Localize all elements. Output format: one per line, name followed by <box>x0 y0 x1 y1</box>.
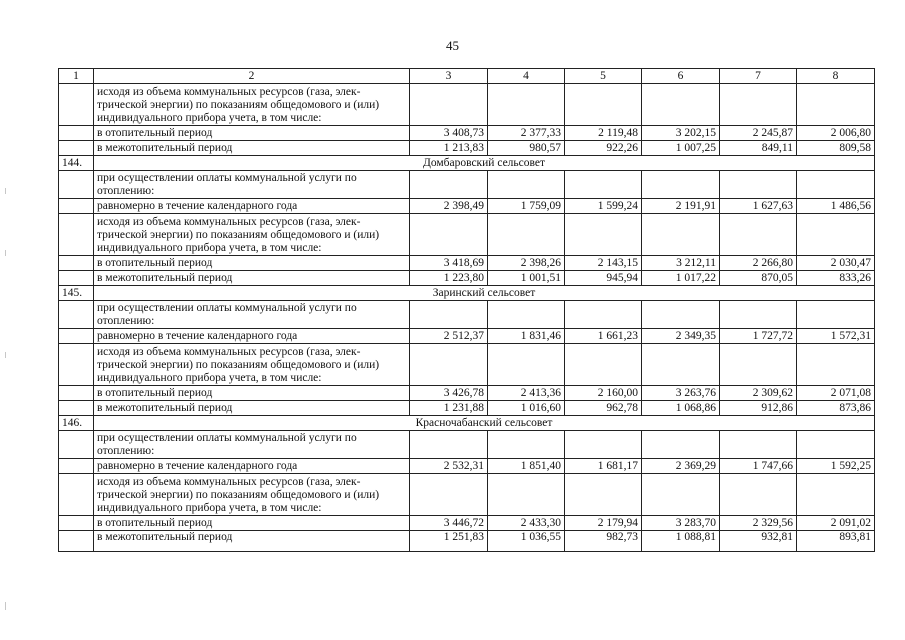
row-description: в отопительный период <box>94 516 410 531</box>
value-cell: 912,86 <box>720 401 797 416</box>
row-number-cell <box>59 431 94 459</box>
value-cell: 2 413,36 <box>488 386 565 401</box>
value-cell <box>720 431 797 459</box>
row-number-cell <box>59 141 94 156</box>
value-cell: 2 071,08 <box>797 386 875 401</box>
section-name: Заринский сельсовет <box>94 286 875 301</box>
row-description: в отопительный период <box>94 256 410 271</box>
value-cell: 1 851,40 <box>488 459 565 474</box>
header-cell: 6 <box>642 69 720 84</box>
value-cell: 2 245,87 <box>720 126 797 141</box>
value-cell <box>797 431 875 459</box>
value-cell <box>642 474 720 516</box>
value-cell: 2 030,47 <box>797 256 875 271</box>
value-cell: 2 191,91 <box>642 199 720 214</box>
value-cell: 2 398,49 <box>410 199 488 214</box>
margin-mark <box>5 250 6 256</box>
value-cell <box>488 171 565 199</box>
data-row <box>59 141 875 156</box>
value-cell <box>410 214 488 256</box>
section-name: Домбаровский сельсовет <box>94 156 875 171</box>
row-number-cell <box>59 459 94 474</box>
row-number-cell <box>59 401 94 416</box>
value-cell <box>720 214 797 256</box>
value-cell <box>410 431 488 459</box>
row-number-cell <box>59 329 94 344</box>
value-cell <box>720 344 797 386</box>
row-number-cell <box>59 171 94 199</box>
value-cell: 932,81 <box>720 531 797 552</box>
data-row <box>59 386 875 401</box>
value-cell: 1 231,88 <box>410 401 488 416</box>
value-cell: 2 179,94 <box>565 516 642 531</box>
row-number-cell <box>59 126 94 141</box>
value-cell: 3 283,70 <box>642 516 720 531</box>
value-cell: 809,58 <box>797 141 875 156</box>
data-row <box>59 329 875 344</box>
value-cell <box>642 301 720 329</box>
value-cell <box>410 344 488 386</box>
value-cell: 1 486,56 <box>797 199 875 214</box>
row-number-cell <box>59 531 94 552</box>
value-cell <box>720 301 797 329</box>
value-cell <box>565 431 642 459</box>
row-description: в межотопительный период <box>94 401 410 416</box>
description-row <box>59 84 875 126</box>
value-cell: 833,26 <box>797 271 875 286</box>
description-row <box>59 431 875 459</box>
margin-mark <box>5 352 6 358</box>
value-cell: 2 433,30 <box>488 516 565 531</box>
value-cell: 1 747,66 <box>720 459 797 474</box>
row-description: исходя из объема коммунальных ресурсов (газа, элек-трической энергии) по показаниям общедомового и (или) индивидуального прибора учета, в том числе: <box>94 474 410 516</box>
value-cell <box>797 301 875 329</box>
section-row <box>59 156 875 171</box>
value-cell <box>488 431 565 459</box>
value-cell: 2 398,26 <box>488 256 565 271</box>
value-cell: 1 627,63 <box>720 199 797 214</box>
row-description: в межотопительный период <box>94 141 410 156</box>
value-cell: 982,73 <box>565 531 642 552</box>
value-cell: 2 349,35 <box>642 329 720 344</box>
row-number-cell <box>59 256 94 271</box>
value-cell: 873,86 <box>797 401 875 416</box>
value-cell <box>410 84 488 126</box>
value-cell <box>565 474 642 516</box>
row-number-cell <box>59 474 94 516</box>
description-row <box>59 301 875 329</box>
row-number-cell <box>59 199 94 214</box>
row-description: в отопительный период <box>94 126 410 141</box>
row-description: исходя из объема коммунальных ресурсов (газа, элек-трической энергии) по показаниям общедомового и (или) индивидуального прибора учета, в том числе: <box>94 344 410 386</box>
value-cell: 2 266,80 <box>720 256 797 271</box>
section-number: 144. <box>59 156 94 171</box>
row-description: в межотопительный период <box>94 271 410 286</box>
value-cell <box>642 171 720 199</box>
description-row <box>59 171 875 199</box>
description-row <box>59 214 875 256</box>
value-cell: 849,11 <box>720 141 797 156</box>
value-cell: 1 068,86 <box>642 401 720 416</box>
value-cell <box>565 84 642 126</box>
value-cell: 922,26 <box>565 141 642 156</box>
value-cell <box>797 171 875 199</box>
value-cell <box>642 214 720 256</box>
value-cell <box>565 344 642 386</box>
value-cell: 945,94 <box>565 271 642 286</box>
value-cell: 2 119,48 <box>565 126 642 141</box>
value-cell: 1 007,25 <box>642 141 720 156</box>
data-row <box>59 256 875 271</box>
value-cell: 2 329,56 <box>720 516 797 531</box>
value-cell <box>488 474 565 516</box>
table-body <box>59 69 875 552</box>
value-cell: 2 377,33 <box>488 126 565 141</box>
value-cell: 2 309,62 <box>720 386 797 401</box>
value-cell <box>565 301 642 329</box>
value-cell <box>488 301 565 329</box>
margin-mark <box>5 188 6 194</box>
value-cell <box>565 214 642 256</box>
row-number-cell <box>59 271 94 286</box>
value-cell: 1 036,55 <box>488 531 565 552</box>
value-cell <box>642 344 720 386</box>
row-number-cell <box>59 214 94 256</box>
row-description: в межотопительный период <box>94 531 410 552</box>
value-cell: 2 160,00 <box>565 386 642 401</box>
value-cell <box>565 171 642 199</box>
value-cell: 1 831,46 <box>488 329 565 344</box>
value-cell: 1 592,25 <box>797 459 875 474</box>
value-cell <box>797 214 875 256</box>
value-cell: 3 212,11 <box>642 256 720 271</box>
row-description: при осуществлении оплаты коммунальной услуги по отоплению: <box>94 431 410 459</box>
row-number-cell <box>59 301 94 329</box>
data-row <box>59 199 875 214</box>
value-cell: 2 532,31 <box>410 459 488 474</box>
row-description: в отопительный период <box>94 386 410 401</box>
value-cell <box>720 474 797 516</box>
value-cell: 1 016,60 <box>488 401 565 416</box>
row-description: исходя из объема коммунальных ресурсов (газа, элек-трической энергии) по показаниям общедомового и (или) индивидуального прибора учета, в том числе: <box>94 214 410 256</box>
value-cell <box>488 344 565 386</box>
section-row <box>59 286 875 301</box>
value-cell: 1 223,80 <box>410 271 488 286</box>
value-cell: 2 143,15 <box>565 256 642 271</box>
value-cell <box>410 171 488 199</box>
data-row <box>59 401 875 416</box>
header-cell: 2 <box>94 69 410 84</box>
value-cell: 3 426,78 <box>410 386 488 401</box>
section-number: 145. <box>59 286 94 301</box>
row-description: при осуществлении оплаты коммунальной услуги по отоплению: <box>94 171 410 199</box>
row-description: равномерно в течение календарного года <box>94 459 410 474</box>
value-cell: 2 369,29 <box>642 459 720 474</box>
value-cell <box>720 171 797 199</box>
value-cell: 3 263,76 <box>642 386 720 401</box>
header-cell: 7 <box>720 69 797 84</box>
value-cell: 1 661,23 <box>565 329 642 344</box>
section-name: Красночабанский сельсовет <box>94 416 875 431</box>
value-cell: 893,81 <box>797 531 875 552</box>
header-cell: 4 <box>488 69 565 84</box>
value-cell <box>797 344 875 386</box>
value-cell: 870,05 <box>720 271 797 286</box>
value-cell: 1 017,22 <box>642 271 720 286</box>
value-cell: 3 202,15 <box>642 126 720 141</box>
description-row <box>59 474 875 516</box>
value-cell: 2 512,37 <box>410 329 488 344</box>
value-cell: 3 408,73 <box>410 126 488 141</box>
value-cell: 1 759,09 <box>488 199 565 214</box>
row-number-cell <box>59 84 94 126</box>
value-cell <box>410 474 488 516</box>
row-number-cell <box>59 344 94 386</box>
value-cell: 1 599,24 <box>565 199 642 214</box>
value-cell: 1 251,83 <box>410 531 488 552</box>
value-cell: 1 727,72 <box>720 329 797 344</box>
header-cell: 1 <box>59 69 94 84</box>
header-cell: 8 <box>797 69 875 84</box>
data-row <box>59 459 875 474</box>
value-cell: 1 213,83 <box>410 141 488 156</box>
row-description: равномерно в течение календарного года <box>94 329 410 344</box>
header-cell: 3 <box>410 69 488 84</box>
data-row <box>59 516 875 531</box>
value-cell: 1 088,81 <box>642 531 720 552</box>
header-row <box>59 69 875 84</box>
value-cell <box>720 84 797 126</box>
margin-mark <box>5 602 6 610</box>
value-cell <box>797 474 875 516</box>
section-number: 146. <box>59 416 94 431</box>
page-number: 45 <box>446 38 459 53</box>
value-cell <box>797 84 875 126</box>
data-row <box>59 531 875 552</box>
tariff-table <box>58 68 875 552</box>
value-cell <box>410 301 488 329</box>
value-cell: 1 681,17 <box>565 459 642 474</box>
value-cell: 3 418,69 <box>410 256 488 271</box>
value-cell: 980,57 <box>488 141 565 156</box>
row-number-cell <box>59 386 94 401</box>
row-description: исходя из объема коммунальных ресурсов (газа, элек-трической энергии) по показаниям общедомового и (или) индивидуального прибора учета, в том числе: <box>94 84 410 126</box>
value-cell <box>642 84 720 126</box>
data-row <box>59 271 875 286</box>
value-cell: 1 572,31 <box>797 329 875 344</box>
value-cell <box>488 84 565 126</box>
data-row <box>59 126 875 141</box>
description-row <box>59 344 875 386</box>
value-cell: 2 091,02 <box>797 516 875 531</box>
value-cell: 3 446,72 <box>410 516 488 531</box>
row-description: равномерно в течение календарного года <box>94 199 410 214</box>
value-cell <box>488 214 565 256</box>
value-cell: 962,78 <box>565 401 642 416</box>
value-cell <box>642 431 720 459</box>
header-cell: 5 <box>565 69 642 84</box>
row-number-cell <box>59 516 94 531</box>
row-description: при осуществлении оплаты коммунальной услуги по отоплению: <box>94 301 410 329</box>
value-cell: 2 006,80 <box>797 126 875 141</box>
section-row <box>59 416 875 431</box>
value-cell: 1 001,51 <box>488 271 565 286</box>
